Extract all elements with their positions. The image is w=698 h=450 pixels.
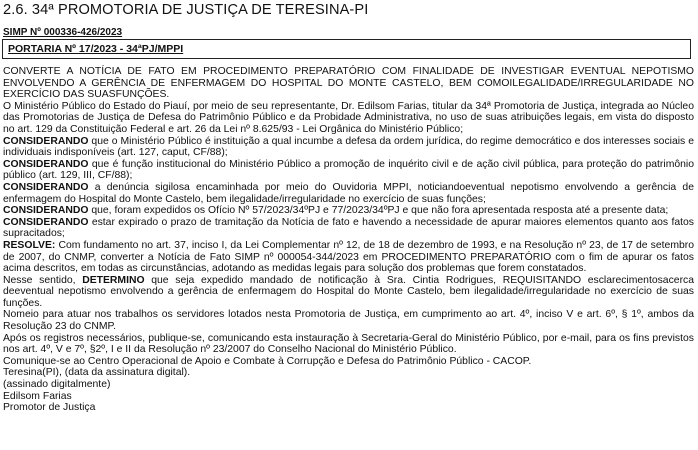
- determino-prefix: Nesse sentido,: [3, 274, 83, 286]
- portaria-title: PORTARIA Nº 17/2023 - 34ªPJ/MPPI: [8, 43, 184, 55]
- comunique-paragraph: Comunique-se ao Centro Operacional de Apoio e Combate à Corrupção e Defesa do Patrimônio Público - CACOP.: [3, 355, 532, 367]
- intro-paragraph: O Ministério Público do Estado do Piauí, por meio de seu representante, Dr. Edilsom Farias, titular da 34ª Promotoria de Justiça, integrada ao Núcleo das Promotorias de Justiça de Defesa do Patrimônio Público e da Probidade Administrativa, no uso de suas atribuições legais, em vista do disposto no art. 129 da Constituição Federal e art. 26 da Lei nº 8.625/93 - Lei Orgânica do Ministério Público;: [3, 100, 694, 135]
- considerando-label: CONSIDERANDO: [3, 216, 89, 228]
- signer-name: Edilsom Farias: [3, 390, 72, 402]
- document-body: [3, 66, 694, 414]
- considerando-1: [3, 136, 694, 159]
- considerando-text: estar expirado o prazo de tramitação da Notícia de fato e havendo a necessidade de apurar maiores elementos quanto aos fatos supracitados;: [3, 216, 694, 240]
- considerando-label: CONSIDERANDO: [3, 135, 89, 147]
- nomeio-paragraph: Nomeio para atuar nos trabalhos os servidores lotados nesta Promotoria de Justiça, em cumprimento ao art. 4º, inciso V e art. 6º, § 1º, ambos da Resolução 23 do CNMP.: [3, 309, 694, 333]
- resolve-text: Com fundamento no art. 37, inciso I, da Lei Complementar nº 12, de 18 de dezembro de 1993, e na Resolução nº 23, de 17 de setembro de 2007, do CNMP, converter a Notícia de Fato SIMP nº 000054-344/2023 em PROCEDIMENTO PREPARATÓRIO com o fim de apurar os fatos acima descritos, em todas as circunstâncias, adotando as medidas legais para solução dos problemas que forem constatados.: [3, 239, 694, 275]
- considerando-2: [3, 159, 694, 182]
- ementa: CONVERTE A NOTÍCIA DE FATO EM PROCEDIMENTO PREPARATÓRIO COM FINALIDADE DE INVESTIGAR EVENTUAL NEPOTISMO ENVOLVENDO A GERÊNCIA DE ENFERMAGEM DO HOSPITAL DO MONTE CASTELO, BEM COMOILEGALIDADE/IRREGULARIDADE NO EXERCÍCIO DAS SUASFUNÇÕES.: [3, 66, 694, 101]
- determino-paragraph: [3, 275, 694, 310]
- considerando-4: [3, 205, 694, 217]
- resolve-label: RESOLVE:: [3, 239, 56, 251]
- local-data: Teresina(PI), (data da assinatura digital).: [3, 367, 191, 379]
- considerando-label: CONSIDERANDO: [3, 181, 89, 193]
- section-title: 2.6. 34ª PROMOTORIA DE JUSTIÇA DE TERESINA-PI: [3, 2, 369, 18]
- signer-role: Promotor de Justiça: [3, 402, 96, 414]
- apos-paragraph: Após os registros necessários, publique-se, comunicando esta instauração à Secretaria-Geral do Ministério Público, por e-mail, para os fins previstos nos art. 4º, V e 7º, §2º, I e II da Resolução nº 23/2007 do Conselho Nacional do Ministério Público.: [3, 332, 694, 356]
- considerando-text: que, foram expedidos os Ofício Nº 57/2023/34ºPJ e 77/2023/34ºPJ e que não fora apresentada resposta até a presente data;: [88, 205, 669, 217]
- portaria-box: [2, 39, 691, 59]
- considerando-text: a denúncia sigilosa encaminhada por meio do Ouvidoria MPPI, noticiandoeventual nepotismo envolvendo a gerência de enfermagem do Hospital do Monte Castelo, bem ilegalidade/irregularidade no exercício de suas funções;: [3, 181, 694, 205]
- considerando-label: CONSIDERANDO: [3, 205, 89, 217]
- considerando-5: [3, 217, 694, 240]
- considerando-label: CONSIDERANDO: [3, 158, 89, 170]
- determino-label: DETERMINO: [82, 274, 145, 286]
- considerando-3: [3, 182, 694, 205]
- simp-number: SIMP Nº 000336-426/2023: [3, 27, 123, 38]
- considerando-text: que é função institucional do Ministério Público a promoção de inquérito civil e de ação civil pública, para proteção do patrimônio público (art. 129, III, CF/88);: [3, 158, 694, 182]
- assinado-digitalmente: (assinado digitalmente): [3, 379, 111, 391]
- resolve-paragraph: [3, 240, 694, 275]
- determino-text: que seja expedido mandado de notificação à Sra. Cintia Rodrigues, REQUISITANDO esclarecimentosacerca deeventual nepotismo envolvendo a gerência de enfermagem do Hospital do Monte Castelo, bem ilegalidade/irregularidade no exercício de suas funções.: [3, 274, 694, 309]
- considerando-text: que o Ministério Público é instituição a qual incumbe a defesa da ordem jurídica, do regime democrático e dos interesses sociais e individuais indisponíveis (art. 127, caput, CF/88);: [3, 135, 694, 159]
